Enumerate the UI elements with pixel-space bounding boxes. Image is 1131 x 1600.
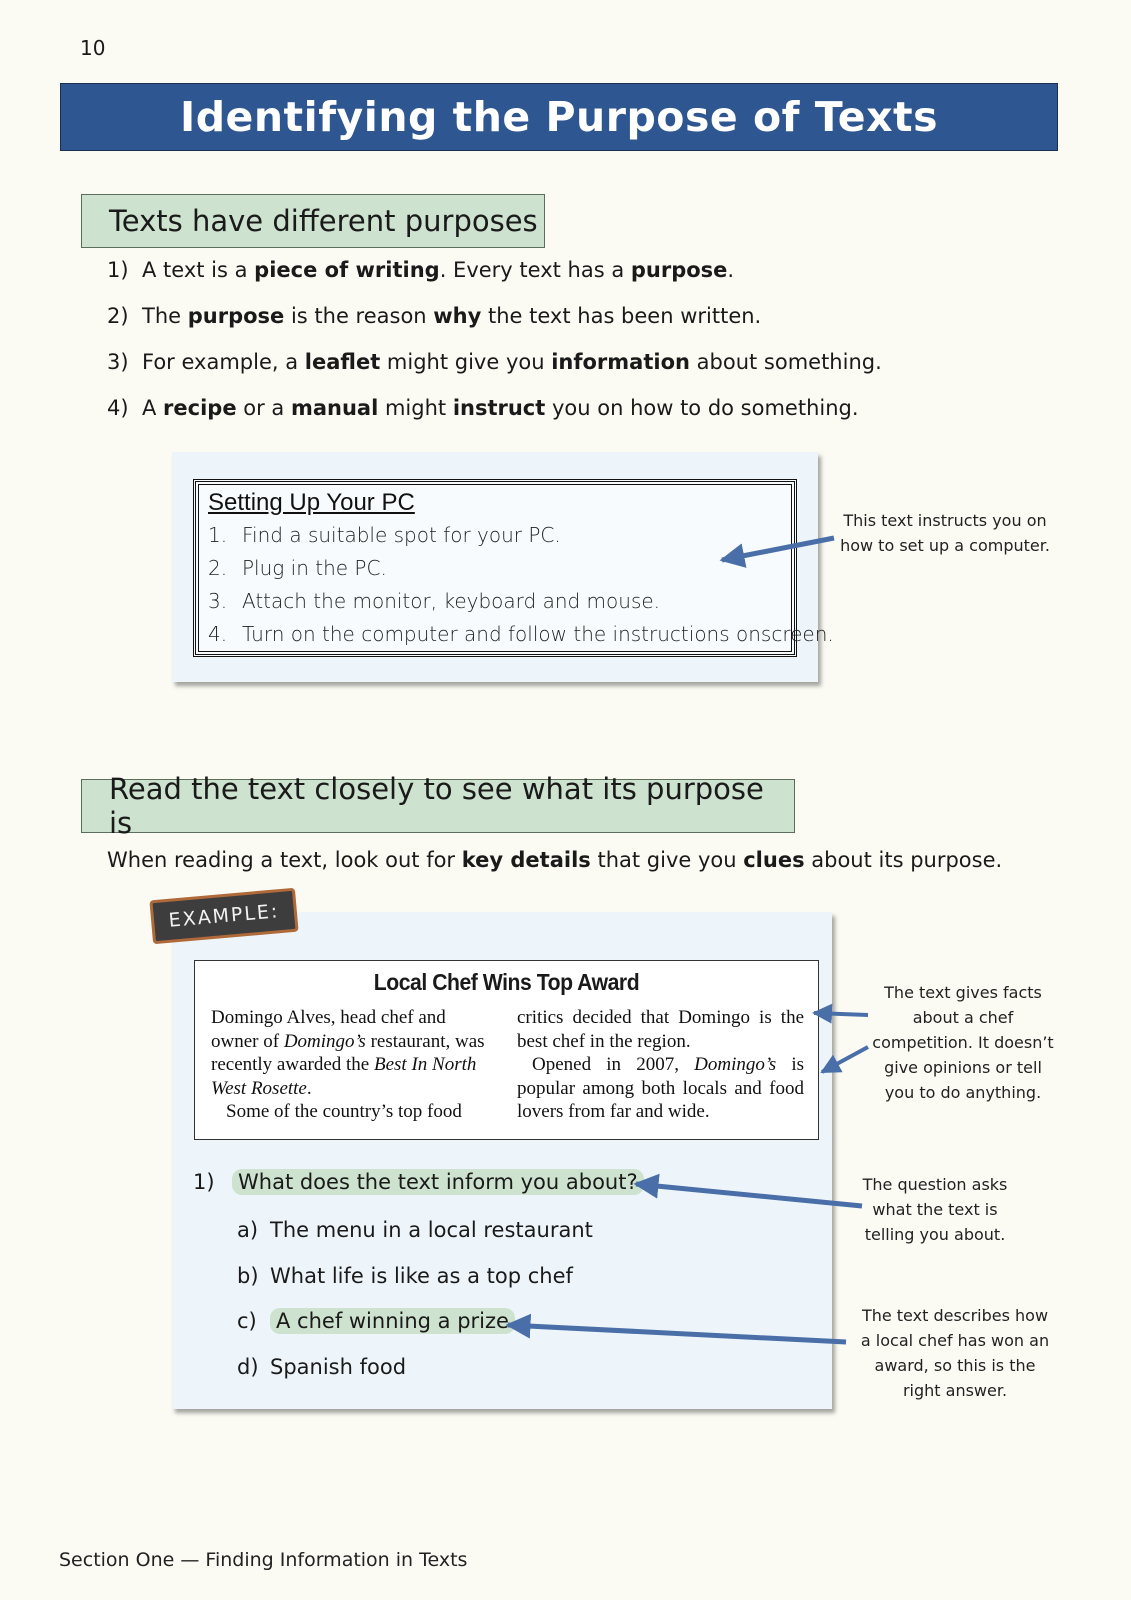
article-column-1: Domingo Alves, head chef and owner of Domingo’s restaurant, was recently awarded the Best In North West Rosette. Some of the country’s top food [211, 1007, 485, 1122]
answer-highlight: A chef winning a prize [270, 1308, 515, 1334]
point-number: 4) [107, 396, 129, 420]
point-number: 1) [107, 258, 129, 282]
pc-step: 2. Plug in the PC. [208, 556, 387, 580]
arrow-answer [508, 1325, 846, 1342]
point-2: 2) The purpose is the reason why the text has been written. [107, 304, 762, 328]
arrow-question [636, 1184, 862, 1206]
arrow-instructs [722, 538, 834, 560]
answer-option-b: b) What life is like as a top chef [237, 1264, 573, 1288]
article-column-2: critics decided that Domingo is the best chef in the region. Opened in 2007, Domingo’s is popular among both locals and food lovers from far and wide. [517, 1007, 804, 1122]
note-answer: The text describes how a local chef has won an award, so this is the right answer. [860, 1306, 1050, 1400]
pc-step: 3. Attach the monitor, keyboard and mouse. [208, 589, 661, 613]
footer: Section One — Finding Information in Texts [59, 1549, 468, 1571]
point-4: 4) A recipe or a manual might instruct you on how to do something. [107, 396, 859, 420]
example-badge: EXAMPLE: [149, 888, 298, 945]
point-3: 3) For example, a leaflet might give you information about something. [107, 350, 882, 374]
pc-step: 4. Turn on the computer and follow the instructions onscreen. [208, 622, 834, 646]
pc-instructions-title: Setting Up Your PC [208, 489, 415, 516]
section2-intro: When reading a text, look out for key details that give you clues about its purpose. [107, 848, 1003, 872]
page-number: 10 [80, 36, 106, 60]
answer-option-d: d) Spanish food [237, 1355, 407, 1379]
note-instructs: This text instructs you on how to set up a computer. [840, 511, 1050, 555]
question-1: 1) What does the text inform you about? [193, 1170, 644, 1194]
section-heading-1: Texts have different purposes [81, 194, 545, 248]
question-highlight: What does the text inform you about? [232, 1169, 644, 1195]
article-headline: Local Chef Wins Top Award [373, 969, 640, 995]
point-number: 3) [107, 350, 129, 374]
page-title: Identifying the Purpose of Texts [179, 93, 939, 141]
arrow-article-1 [814, 1013, 868, 1015]
point-number: 2) [107, 304, 129, 328]
section-heading-2: Read the text closely to see what its purpose is [81, 779, 795, 833]
point-1: 1) A text is a piece of writing. Every text has a purpose. [107, 258, 735, 282]
answer-option-a: a) The menu in a local restaurant [237, 1218, 593, 1242]
note-article: The text gives facts about a chef competition. It doesn’t give opinions or tell you to do anything. [872, 983, 1054, 1102]
note-question: The question asks what the text is telling you about. [862, 1175, 1008, 1244]
answer-option-c: c) A chef winning a prize [237, 1309, 515, 1333]
arrow-article-2 [822, 1047, 868, 1072]
pc-step: 1. Find a suitable spot for your PC. [208, 523, 561, 547]
